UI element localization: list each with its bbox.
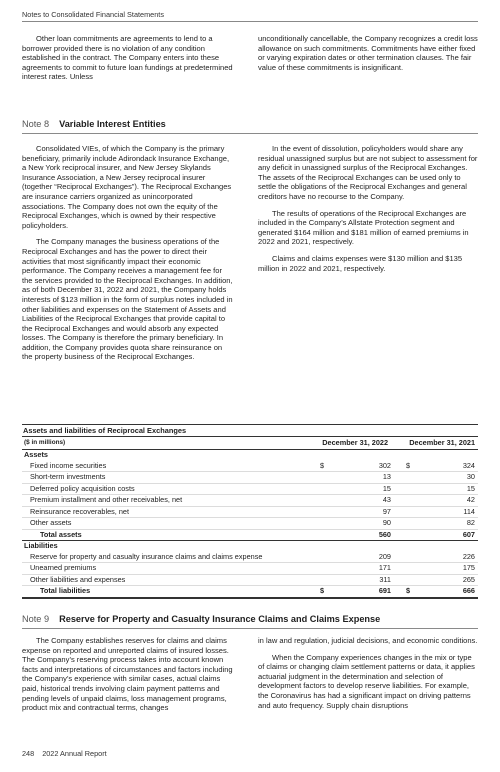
paragraph: Other loan commitments are agreements to lend to a borrower provided there is no violation of any condition established in the contract. The Company enters into these agreements to commit to future loan fundings at predetermined interest rates. Unless — [22, 34, 233, 82]
paragraph: In the event of dissolution, policyholders would share any residual unassigned surplus but are not subject to assessment for any deficit in unassigned surplus of the Reciprocal Exchanges. The assets of the Reciprocal Exchanges can be used only to settle the obligations of the Reciprocal Exchanges and general creditors have no recourse to the Company. — [258, 144, 478, 201]
note-8-title: Variable Interest Entities — [59, 119, 166, 129]
table-column-header — [22, 437, 478, 450]
value-2022: $ 302 — [320, 460, 391, 470]
value-2021: 15 — [466, 483, 475, 493]
value-2021: 82 — [466, 518, 475, 527]
value-2021: 30 — [466, 472, 475, 481]
table-row — [22, 552, 478, 564]
row-label: Premium installment and other receivables, net — [30, 495, 183, 504]
value-2022: 171 — [378, 563, 391, 572]
value-2022: 90 — [382, 518, 391, 527]
row-label: Unearned premiums — [30, 563, 97, 572]
row-label: Reserve for property and casualty insurance claims and claims expense — [30, 551, 263, 561]
table-unit: ($ in millions) — [24, 439, 66, 446]
value-2021: 226 — [462, 551, 475, 561]
paragraph: Consolidated VIEs, of which the Company is the primary beneficiary, primarily include Adirondack Insurance Exchange, a New York reciprocal insurer, and New Jersey Skylands Insurance Association, a New Jersey reciprocal insurer (together “Reciprocal Exchanges”). The Reciprocal Exchanges are insurance carriers organized as unincorporated associations. The Company does not own the equity of the Reciprocal Exchanges, which is owned by their respective policyholders. — [22, 144, 232, 230]
table-row — [22, 507, 478, 519]
row-label: Other assets — [30, 518, 72, 527]
table-row — [22, 495, 478, 507]
value-2021: 114 — [463, 506, 475, 516]
row-label: Deferred policy acquisition costs — [30, 483, 135, 493]
page-header: Notes to Consolidated Financial Statements — [22, 10, 164, 19]
top-left-column — [22, 34, 234, 89]
total-liabilities-row: Total liabilities $ 691 $ 666 — [22, 586, 478, 599]
paragraph: The Company manages the business operations of the Reciprocal Exchanges and has the power to direct their activities that most significantly impact their economic performance. The Company receives a management fee for the services provided to the Reciprocal Exchanges. In addition, as of both December 31, 2022 and 2021, the Company holds interests of $123 million in the form of surplus notes included in other liabilities and expenses on the Statement of Assets and Liabilities of the Reciprocal Exchanges that provide capital to the Reciprocal Exchanges and would absorb any expected losses. The Company is therefore the primary beneficiary. In addition, the Company provides quota share reinsurance on the property business of the Reciprocal Exchanges. — [22, 237, 233, 362]
paragraph: The results of operations of the Reciprocal Exchanges are included in the Company’s Allstate Protection segment and generated $164 million and $181 million of earned premiums in 2022 and 2021, respectively. — [258, 208, 469, 247]
note-9-heading — [22, 614, 380, 624]
page-number: 248 — [22, 749, 35, 758]
note-8-right-column — [258, 144, 478, 280]
paragraph: unconditionally cancellable, the Company recognizes a credit loss allowance on such commitments. Commitments have either fixed or varying expiration dates or other termination clauses. The fair value of these commitments is insignificant. — [258, 34, 478, 72]
value-2021: 42 — [466, 495, 475, 504]
note-9-right-column — [258, 636, 478, 717]
value-2021: 175 — [462, 563, 475, 572]
row-label: Other liabilities and expenses — [30, 574, 126, 584]
value-2021: $ 324 — [406, 460, 475, 470]
table-row — [22, 575, 478, 587]
paragraph: in law and regulation, judicial decisions, and economic conditions. — [258, 636, 478, 645]
note-8-left-column — [22, 144, 234, 369]
top-right-column — [258, 34, 478, 79]
liabilities-section-label: Liabilities — [24, 541, 58, 550]
note-9-title: Reserve for Property and Casualty Insurance Claims and Claims Expense — [59, 614, 381, 624]
note-8-number: Note 8 — [22, 119, 50, 129]
value-2022: 311 — [379, 574, 391, 584]
row-label: Fixed income securities — [30, 460, 107, 470]
note-9-number: Note 9 — [22, 614, 50, 624]
value-2022: 97 — [382, 506, 391, 516]
table-row — [22, 518, 478, 530]
table-row — [22, 484, 478, 496]
page-footer — [22, 749, 107, 758]
report-name: 2022 Annual Report — [42, 749, 107, 758]
note-8-heading — [22, 119, 166, 129]
value-2022: 209 — [378, 551, 391, 561]
note-8-rule — [22, 133, 478, 134]
table-row — [22, 461, 478, 473]
column-header-2021: December 31, 2021 — [409, 438, 475, 447]
value-2021: 265 — [462, 574, 475, 584]
header-divider — [22, 21, 478, 22]
total-assets-row: Total assets 560 607 — [22, 530, 478, 542]
paragraph: The Company establishes reserves for claims and claims expense on reported and unreported claims of insured losses. The Company’s reserving process takes into account known facts and interpretations of circumstances and factors including the Company’s experience with similar cases, actual claims paid, historical trends involving claim payment patterns and pending levels of unpaid claims, loss management programs, product mix and contractual terms, changes — [22, 636, 233, 713]
column-header-2022: December 31, 2022 — [322, 438, 388, 447]
note-9-left-column — [22, 636, 234, 720]
table-row — [22, 563, 478, 575]
assets-section-label: Assets — [24, 450, 48, 459]
note-9-rule — [22, 628, 478, 629]
table-row — [22, 472, 478, 484]
reciprocal-exchanges-table — [22, 424, 478, 599]
table-title: Assets and liabilities of Reciprocal Exchanges — [22, 424, 478, 437]
paragraph: Claims and claims expenses were $130 million and $135 million in 2022 and 2021, respectively. — [258, 253, 463, 273]
row-label: Short-term investments — [30, 472, 106, 481]
row-label: Reinsurance recoverables, net — [30, 506, 129, 516]
value-2022: 15 — [382, 483, 391, 493]
value-2022: 43 — [382, 495, 391, 504]
paragraph: When the Company experiences changes in the mix or type of claims or changing claim settlement patterns or data, it applies actuarial judgment in the determination and selection of development factors to develop reserve liabilities. For example, the Coronavirus has had a significant impact on driving patterns and auto frequency. Supply chain disruptions — [258, 652, 475, 710]
value-2022: 13 — [382, 472, 391, 481]
